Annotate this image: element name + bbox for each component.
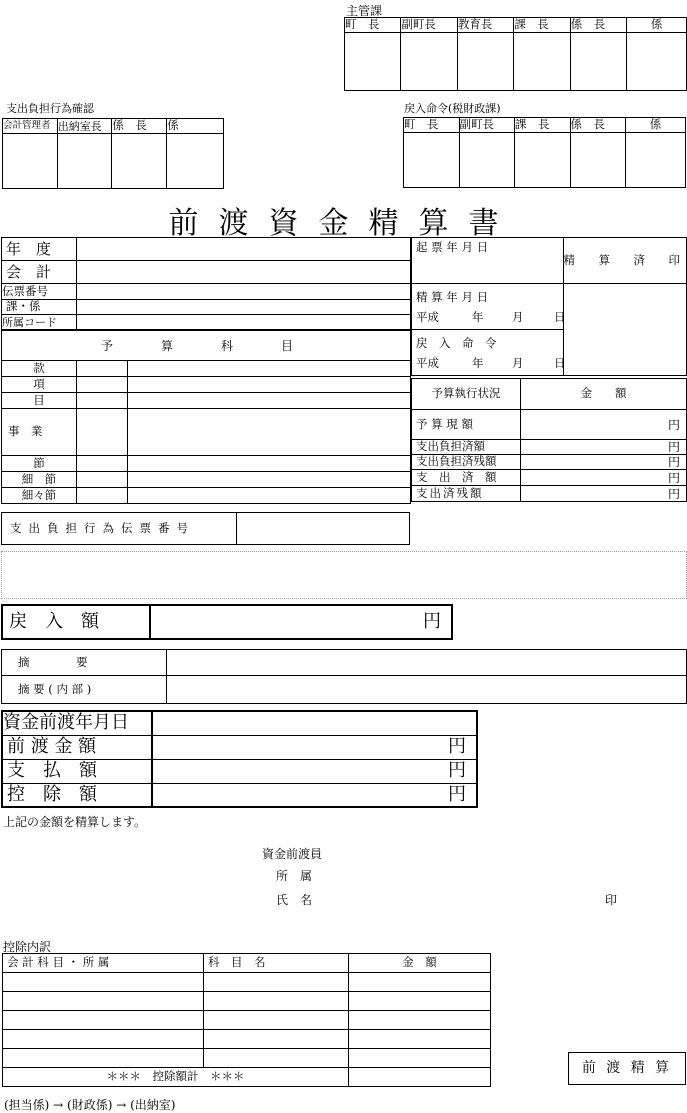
deduction-cell[interactable] [349, 1030, 491, 1049]
tekiyo-field[interactable] [167, 650, 687, 676]
exec-row-amount[interactable]: 円 [521, 440, 687, 455]
approval-stamp-cell[interactable] [459, 133, 515, 188]
deduction-total-label: ＊＊＊ 控除額計 ＊＊＊ [3, 1068, 349, 1087]
kan-name[interactable] [128, 361, 411, 377]
setsu-label: 節 [2, 456, 77, 472]
approval-col: 副町長 [459, 118, 515, 133]
exec-header: 予算執行状況 [412, 379, 521, 410]
approval-col: 係 [167, 119, 224, 134]
exec-row-label: 予 算 現 額 [412, 410, 521, 440]
approval-stamp-cell[interactable] [570, 133, 626, 188]
deduction-cell[interactable] [204, 1030, 349, 1049]
denpyo-label: 伝票番号 [2, 284, 77, 300]
approval-col: 係 長 [112, 119, 167, 134]
return-amount-table [1, 604, 453, 640]
signer-title: 資金前渡員 [262, 847, 323, 861]
reinyu-cell[interactable]: 戻 入 命 令 平成 年 月 日 [412, 330, 564, 376]
approval-col: 町 長 [404, 118, 460, 133]
approval-stamp-cell[interactable] [345, 33, 401, 91]
exec-row-amount[interactable]: 円 [521, 470, 687, 486]
deduction-cell[interactable] [349, 973, 491, 992]
approval-col: 係 [626, 118, 686, 133]
jigyo-code[interactable] [77, 409, 128, 456]
deduction-cell[interactable] [3, 992, 204, 1011]
approval-col: 係 [627, 18, 687, 33]
kan-code[interactable] [77, 361, 128, 377]
nendo-field[interactable] [77, 238, 411, 261]
kou-name[interactable] [128, 377, 411, 393]
seal-mark: 印 [605, 893, 618, 907]
jigyo-name[interactable] [128, 409, 411, 456]
approval-col: 出納室長 [57, 119, 112, 134]
exec-row-label: 支出負担済残額 [412, 455, 521, 470]
tekiyo-label: 摘 要 [2, 650, 167, 676]
maewatashi-label: 前 渡 金 額 [2, 735, 152, 759]
approval-main-title: 主管課 [346, 4, 383, 18]
approval-stamp-cell[interactable] [514, 33, 570, 91]
deduction-col-header: 金 額 [349, 954, 491, 973]
approval-col: 課 長 [514, 18, 570, 33]
exec-row-amount[interactable]: 円 [521, 410, 687, 440]
setsu-name[interactable] [128, 456, 411, 472]
approval-col: 副町長 [401, 18, 457, 33]
return-amount-label: 戻 入 額 [2, 605, 150, 639]
tekiyo-naibu-field[interactable] [167, 676, 687, 704]
advance-date-field[interactable] [152, 711, 477, 735]
jigyo-label: 事 業 [2, 409, 77, 456]
shiharai-field[interactable]: 円 [152, 759, 477, 783]
nendo-label: 年 度 [2, 238, 77, 261]
deduction-col-header: 会 計 科 目 ・ 所 属 [3, 954, 204, 973]
summary-table [1, 649, 687, 704]
ka-kakari-field[interactable] [77, 300, 411, 315]
saisetsu-code[interactable] [77, 472, 128, 488]
approval-stamp-cell[interactable] [57, 134, 112, 189]
saisetsu-name[interactable] [128, 472, 411, 488]
deduction-cell[interactable] [3, 1011, 204, 1030]
denpyo-field[interactable] [77, 284, 411, 300]
routing-flow: (担当係) → (財政係) → (出納室) [4, 1098, 176, 1112]
kaikei-label: 会 計 [2, 261, 77, 284]
kou-label: 項 [2, 377, 77, 393]
setsu-code[interactable] [77, 456, 128, 472]
deduction-cell[interactable] [3, 1030, 204, 1049]
deduction-cell[interactable] [3, 973, 204, 992]
exec-row-amount[interactable]: 円 [521, 455, 687, 470]
tekiyo-naibu-label: 摘 要 ( 内 部 ) [2, 676, 167, 704]
koujo-field[interactable]: 円 [152, 783, 477, 807]
shozoku-code-label: 所属コード [2, 315, 77, 330]
approval-col: 課 長 [515, 118, 571, 133]
deduction-cell[interactable] [349, 1049, 491, 1068]
kan-label: 款 [2, 361, 77, 377]
approval-stamp-cell[interactable] [401, 33, 457, 91]
approval-return-table [403, 117, 686, 188]
approval-col: 係 長 [570, 118, 626, 133]
deduction-cell[interactable] [204, 1049, 349, 1068]
budget-table [1, 330, 411, 504]
approval-stamp-cell[interactable] [3, 134, 58, 189]
moku-code[interactable] [77, 393, 128, 409]
approval-stamp-cell[interactable] [626, 133, 686, 188]
moku-name[interactable] [128, 393, 411, 409]
signer-shozoku-label: 所 属 [276, 869, 313, 883]
seisan-stamp-area[interactable] [563, 284, 687, 376]
memo-area[interactable] [1, 551, 687, 599]
kihyo-label: 起 票 年 月 日 [412, 238, 564, 284]
kaikei-field[interactable] [77, 261, 411, 284]
shiharai-label: 支 払 額 [2, 759, 152, 783]
exec-amount-header: 金 額 [521, 379, 687, 410]
koujo-label: 控 除 額 [2, 783, 152, 807]
approval-stamp-cell[interactable] [404, 133, 460, 188]
approval-stamp-cell[interactable] [570, 33, 626, 91]
deduction-cell[interactable] [204, 992, 349, 1011]
approval-col: 会計管理者 [3, 119, 58, 134]
seisan-date-cell[interactable]: 精 算 年 月 日 平成 年 月 日 [412, 284, 564, 330]
approval-expense-title: 支出負担行為確認 [6, 102, 94, 115]
exec-row-amount[interactable]: 円 [521, 486, 687, 502]
seisan-sumi-label: 精 算 済 印 [563, 238, 687, 284]
left-info-table [1, 237, 411, 330]
expense-voucher-field[interactable] [237, 513, 410, 545]
expense-voucher-table [1, 512, 410, 545]
approval-expense-table [2, 118, 224, 189]
ka-kakari-label: 課・係 [2, 300, 77, 315]
exec-row-label: 支 出 済 額 [412, 470, 521, 486]
shozoku-code-field[interactable] [77, 315, 411, 330]
return-amount-field[interactable]: 円 [150, 605, 452, 639]
saisetsu-label: 細 節 [2, 472, 77, 488]
saisaisetsu-label: 細々節 [2, 488, 77, 504]
deduction-cell[interactable] [204, 1011, 349, 1030]
approval-stamp-cell[interactable] [515, 133, 571, 188]
saisaisetsu-code[interactable] [77, 488, 128, 504]
exec-row-label: 支出負担済額 [412, 440, 521, 455]
approval-return-title: 戻入命令(税財政課) [404, 102, 501, 115]
expense-voucher-label: 支出負担行為伝票番号 [2, 513, 237, 545]
approval-stamp-cell[interactable] [457, 33, 513, 91]
right-info-table [411, 237, 687, 376]
maewatashi-field[interactable]: 円 [152, 735, 477, 759]
deduction-total-field[interactable] [349, 1068, 491, 1087]
deduction-table [2, 953, 491, 1087]
approval-col: 教育長 [457, 18, 513, 33]
advance-settlement-box: 前 渡 精 算 [568, 1052, 686, 1085]
budget-header: 予 算 科 目 [2, 331, 411, 361]
document-title: 前渡資金精算書 [168, 206, 519, 241]
deduction-cell[interactable] [204, 973, 349, 992]
approval-col: 係 長 [570, 18, 626, 33]
kou-code[interactable] [77, 377, 128, 393]
approval-col: 町 長 [345, 18, 401, 33]
approval-main-table [344, 17, 687, 91]
deduction-title: 控除内訳 [3, 940, 52, 954]
exec-table [411, 378, 687, 502]
deduction-cell[interactable] [349, 1011, 491, 1030]
approval-stamp-cell[interactable] [112, 134, 167, 189]
deduction-cell[interactable] [3, 1049, 204, 1068]
advance-date-label: 資金前渡年月日 [2, 711, 152, 735]
approval-stamp-cell[interactable] [167, 134, 224, 189]
deduction-cell[interactable] [349, 992, 491, 1011]
advance-table [1, 710, 478, 808]
saisaisetsu-name[interactable] [128, 488, 411, 504]
signer-shimei-label: 氏 名 [276, 893, 313, 907]
moku-label: 目 [2, 393, 77, 409]
confirmation-note: 上記の金額を精算します。 [3, 815, 147, 829]
exec-row-label: 支出済残額 [412, 486, 521, 502]
approval-stamp-cell[interactable] [627, 33, 687, 91]
deduction-col-header: 科 目 名 [204, 954, 349, 973]
